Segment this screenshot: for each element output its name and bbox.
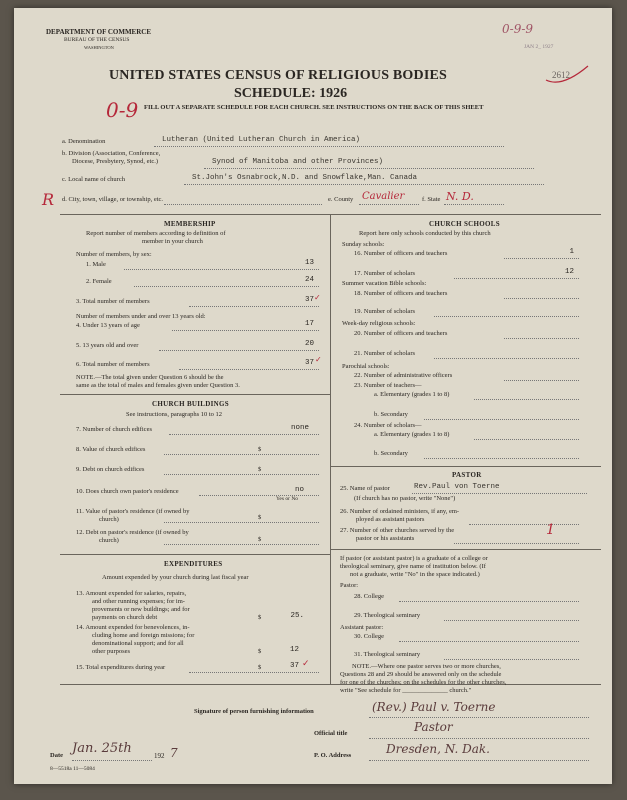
exp-14-l1: 14. Amount expended for benevolences, in- [76,624,190,631]
church-edifices-value: none [290,424,309,432]
form-title: UNITED STATES CENSUS OF RELIGIOUS BODIES [109,68,448,83]
seminary-31-label: 31. Theological seminary [354,651,421,658]
exp-13-l3: provements or new buildings; and for [92,606,190,613]
male-value: 13 [304,259,314,267]
school-21-label: 21. Number of scholars [354,350,416,357]
bureau-label: BUREAU OF THE CENSUS [64,37,130,43]
date-value: Jan. 25th [72,741,132,756]
school-23b-label: b. Secondary [374,411,408,418]
summer-schools-label: Summer vacation Bible schools: [342,280,427,287]
yes-or-no-hint: Yes or No [276,496,299,502]
signature-label: Signature of person furnishing information [194,708,314,715]
expenditures-heading: EXPENDITURES [164,560,223,568]
assistant-pastor-label: Assistant pastor: [340,624,384,631]
membership-note-2: member in your church [142,238,203,245]
po-address-label: P. O. Address [314,752,352,759]
over-13-value: 20 [304,340,314,348]
school-18-label: 18. Number of officers and teachers [354,290,448,297]
total-members-2-label: 6. Total number of members [76,361,150,368]
official-title-value: Pastor [414,720,453,734]
pastor-26-l1: 26. Number of ordained ministers, if any, em- [340,508,460,515]
over-13-label: 5. 13 years old and over [76,342,139,349]
edifice-value-label: 8. Value of church edifices [76,446,146,453]
division-label-2: Diocese, Presbytery, Synod, etc.) [72,158,159,165]
exp-13-value: 25. [290,612,304,620]
parochial-schools-label: Parochial schools: [342,363,390,370]
pastor-heading: PASTOR [452,471,482,479]
under-13-label: 4. Under 13 years of age [76,322,140,329]
membership-heading: MEMBERSHIP [164,220,216,228]
school-24a-label: a. Elementary (grades 1 to 8) [374,431,450,438]
pastor-name-value: Rev.Paul von Toerne [414,483,500,491]
pastor-sub-label: Pastor: [340,582,359,589]
pastor-footnote-4: write "See schedule for ______________ church." [340,687,472,694]
pastor-27-l1: 27. Number of other churches served by the [340,527,455,534]
female-label: 2. Female [86,278,112,285]
city-label: WASHINGTON [84,45,114,50]
school-23a-label: a. Elementary (grades 1 to 8) [374,391,450,398]
school-17-label: 17. Number of scholars [354,270,416,277]
pastor-footnote-3: for one of the churches; on the schedules for the other churches, [340,679,507,686]
division-value: Synod of Manitoba and other Provinces) [212,158,384,166]
membership-footnote-1: NOTE.—The total given under Question 6 should be the [76,374,224,381]
exp-14-l3: denominational support; and for all [92,640,184,647]
weekday-schools-label: Week-day religious schools: [342,320,416,327]
schools-heading: CHURCH SCHOOLS [429,220,500,228]
exp-14-l2: cluding home and foreign missions; for [92,632,195,639]
schedule-title: SCHEDULE: 1926 [234,86,348,101]
total-members-2-value: 37 [304,359,314,367]
county-value: Cavalier [362,191,405,202]
school-24b-label: b. Secondary [374,450,408,457]
pastor-name-hint: (If church has no pastor, write "None") [354,495,456,502]
denomination-value: Lutheran (United Lutheran Church in America) [162,136,361,144]
residence-debt-label: 12. Debt on pastor's residence (if owned by [76,529,189,536]
residence-debt-label-2: church) [99,537,119,544]
print-code: 8—5518a 11—5084 [50,766,95,772]
members-by-sex-label: Number of members, by sex: [76,251,152,258]
pastor-residence-label: 10. Does church own pastor's residence [76,488,179,495]
college-28-label: 28. College [354,593,384,600]
age-label: Number of members under and over 13 years old: [76,313,206,320]
official-title-label: Official title [314,730,348,737]
male-label: 1. Male [86,261,106,268]
total-members-value: 37 [304,296,314,304]
exp-14-l4: other purposes [92,648,131,655]
total-members-label: 3. Total number of members [76,298,150,305]
pastor-footnote-1: NOTE.—Where one pastor serves two or more churches, [352,663,501,670]
handwritten-r-mark: R [42,190,55,209]
school-17-value: 12 [564,268,574,276]
pastor-residence-value: no [294,486,304,494]
po-address-value: Dresden, N. Dak. [386,742,490,756]
under-13-value: 17 [304,320,314,328]
school-20-label: 20. Number of officers and teachers [354,330,448,337]
city-label: d. City, town, village, or township, etc. [62,196,164,203]
female-value: 24 [304,276,314,284]
red-check-mark [542,62,592,92]
handwritten-code-left: 0-9 [106,98,139,122]
pastor-footnote-2: Questions 28 and 29 should be answered only on the schedule [340,671,502,678]
school-22-label: 22. Number of administrative officers [354,372,453,379]
date-label: Date [50,752,63,759]
pastor-name-label: 25. Name of pastor [340,485,390,492]
department-label: DEPARTMENT OF COMMERCE [46,28,152,36]
state-label: f. State [422,196,441,203]
exp-13-l2: and other running expenses; for im- [92,598,185,605]
pastor-27-l2: pastor or his assistants [356,535,415,542]
county-label: e. County [328,196,354,203]
membership-note-1: Report number of members according to definition of [86,230,226,237]
pastor-26-l2: ployed as assistant pastors [356,516,425,523]
residence-value-label-2: church) [99,516,119,523]
instructions-line: FILL OUT A SEPARATE SCHEDULE FOR EACH CHURCH. SEE INSTRUCTIONS ON THE BACK OF THIS SHEET [144,104,484,111]
state-value: N. D. [446,190,474,203]
school-16-value: 1 [569,248,574,256]
exp-15-value: 37 [289,662,299,670]
college-30-label: 30. College [354,633,384,640]
received-stamp: JAN 2_ 1927 [524,44,554,50]
church-edifices-label: 7. Number of church edifices [76,426,152,433]
division-label: b. Division (Association, Conference, [62,150,161,157]
buildings-instruction: See instructions, paragraphs 10 to 12 [126,411,223,418]
year-prefix: 192 [154,752,165,760]
church-name-label: c. Local name of church [62,176,125,183]
exp-13-l4: payments on church debt [92,614,158,621]
seminary-29-label: 29. Theological seminary [354,612,421,619]
schools-intro: Report here only schools conducted by this church [359,230,491,237]
expenditures-intro: Amount expended by your church during last fiscal year [102,574,249,581]
denomination-label: a. Denomination [62,138,106,145]
form-number: 2612 [552,70,570,80]
exp-14-value: 12 [289,646,299,654]
school-19-label: 19. Number of scholars [354,308,416,315]
pastor-27-mark: 1 [546,522,555,538]
edifice-debt-label: 9. Debt on church edifices [76,466,145,473]
exp-15-label: 15. Total expenditures during year [76,664,166,671]
school-23-label: 23. Number of teachers— [354,382,422,389]
church-name-value: St.John's Osnabrock,N.D. and Snowflake,Man. Canada [192,174,418,182]
school-24-label: 24. Number of scholars— [354,422,422,429]
signature-value: (Rev.) Paul v. Toerne [372,700,496,714]
year-suffix: 7 [170,746,178,760]
graduate-note-1: If pastor (or assistant pastor) is a graduate of a college or [340,555,488,562]
handwritten-code-top: 0-9-9 [502,22,534,36]
buildings-heading: CHURCH BUILDINGS [152,400,229,408]
sunday-schools-label: Sunday schools: [342,241,385,248]
school-16-label: 16. Number of officers and teachers [354,250,448,257]
membership-footnote-2: same as the total of males and females given under Question 3. [76,382,240,389]
census-form: DEPARTMENT OF COMMERCE BUREAU OF THE CENSUS WASHINGTON 0-9-9 JAN 2_ 1927 2612 UNITED STATES CENSUS OF RELIGIOUS BODIES SCHEDULE: 1926 0-9 FILL OUT A SEPARATE SCHEDULE FOR EACH CHURCH. SEE INSTRUCTIONS ON THE BACK OF THIS SHEET a. Denomination Lutheran (United Lutheran Church in America) b. Division (Association, Conference, Diocese, Presbytery, Synod, etc.) Synod of Manitoba and other Provinces) c. Local name of church St.John's Osnabrock,N.D. and Snowflake,Man. Canada R d. City, town, village, or township, etc. e. County Cavalier f. State N. D. MEMBERSHIP Report number of members according to definition of member in your church Number of members, by sex: 1. Male 13 2. Female 24 3. Total number of members 37 ✓ Number of members under and over 13 years old: 4. Under 13 years of age 17 5. 13 years old and over 20 6. Total number of members 37 ✓ NOTE.—The total given under Question 6 should be the same as the total of males and females given under Question 3. CHURCH BUILDINGS See instructions, paragraphs 10 to 12 7. Number of church edifices none 8. Value of church edifices $ 9. Debt on church edifices $ 10. Does church own pastor's residence no Yes or No 11. Value of pastor's residence (if owned by church) $ 12. Debt on pastor's residence (if owned by church) $ EXPENDITURES Amount expended by your church during last fiscal year 13. Amount expended for salaries, repairs, and other running expenses; for im- provements or new buildings; and for payments on church debt $ 25. 14. Amount expended for benevolences, in- cluding home and foreign missions; for denominational support; and for all other purposes $ 12 15. Total expenditures during year $ 37 ✓ CHURCH SCHOOLS Report here only schools conducted by this church Sunday schools: 16. Number of officers and teachers 1 17. Number of scholars 12 Summer vacation Bible schools: 18. Number of officers and teachers 19. Number of scholars Week-day religious schools: 20. Number of officers and teachers 21. Number of scholars Parochial schools: 22. Number of administrative officers 23. Number of teachers— a. Elementary (grades 1 to 8) b. Secondary 24. Number of scholars— a. Elementary (grades 1 to 8) b. Secondary PASTOR 25. Name of pastor Rev.Paul von Toerne (If church has no pastor, write "None") 26. Number of ordained ministers, if any, em- ployed as assistant pastors 27. Number of other churches served by the pastor or his assistants 1 If pastor (or assistant pastor) is a graduate of a college or theological seminary, give name of institution below. (If not a graduate, write "No" in the space indicated.) Pastor: 28. College 29. Theological seminary Assistant pastor: 30. College 31. Theological seminary NOTE.—Where one pastor serves two or more churches, Questions 28 and 29 should be answered only on the schedule for one of the churches; on the schedules for the other churches, write "See schedule for ______________ church." Signature of person furnishing information (Rev.) Paul v. Toerne Official title Pastor Date Jan. 25th 192 7 P. O. Address Dresden, N. Dak. 8—5518a 11—5084 [14,8,612,784]
graduate-note-2: theological seminary, give name of institution below. (If [340,563,486,570]
residence-value-label: 11. Value of pastor's residence (if owned by [76,508,190,515]
exp-13-l1: 13. Amount expended for salaries, repairs, [76,590,187,597]
graduate-note-3: not a graduate, write "No" in the space indicated.) [350,571,480,578]
